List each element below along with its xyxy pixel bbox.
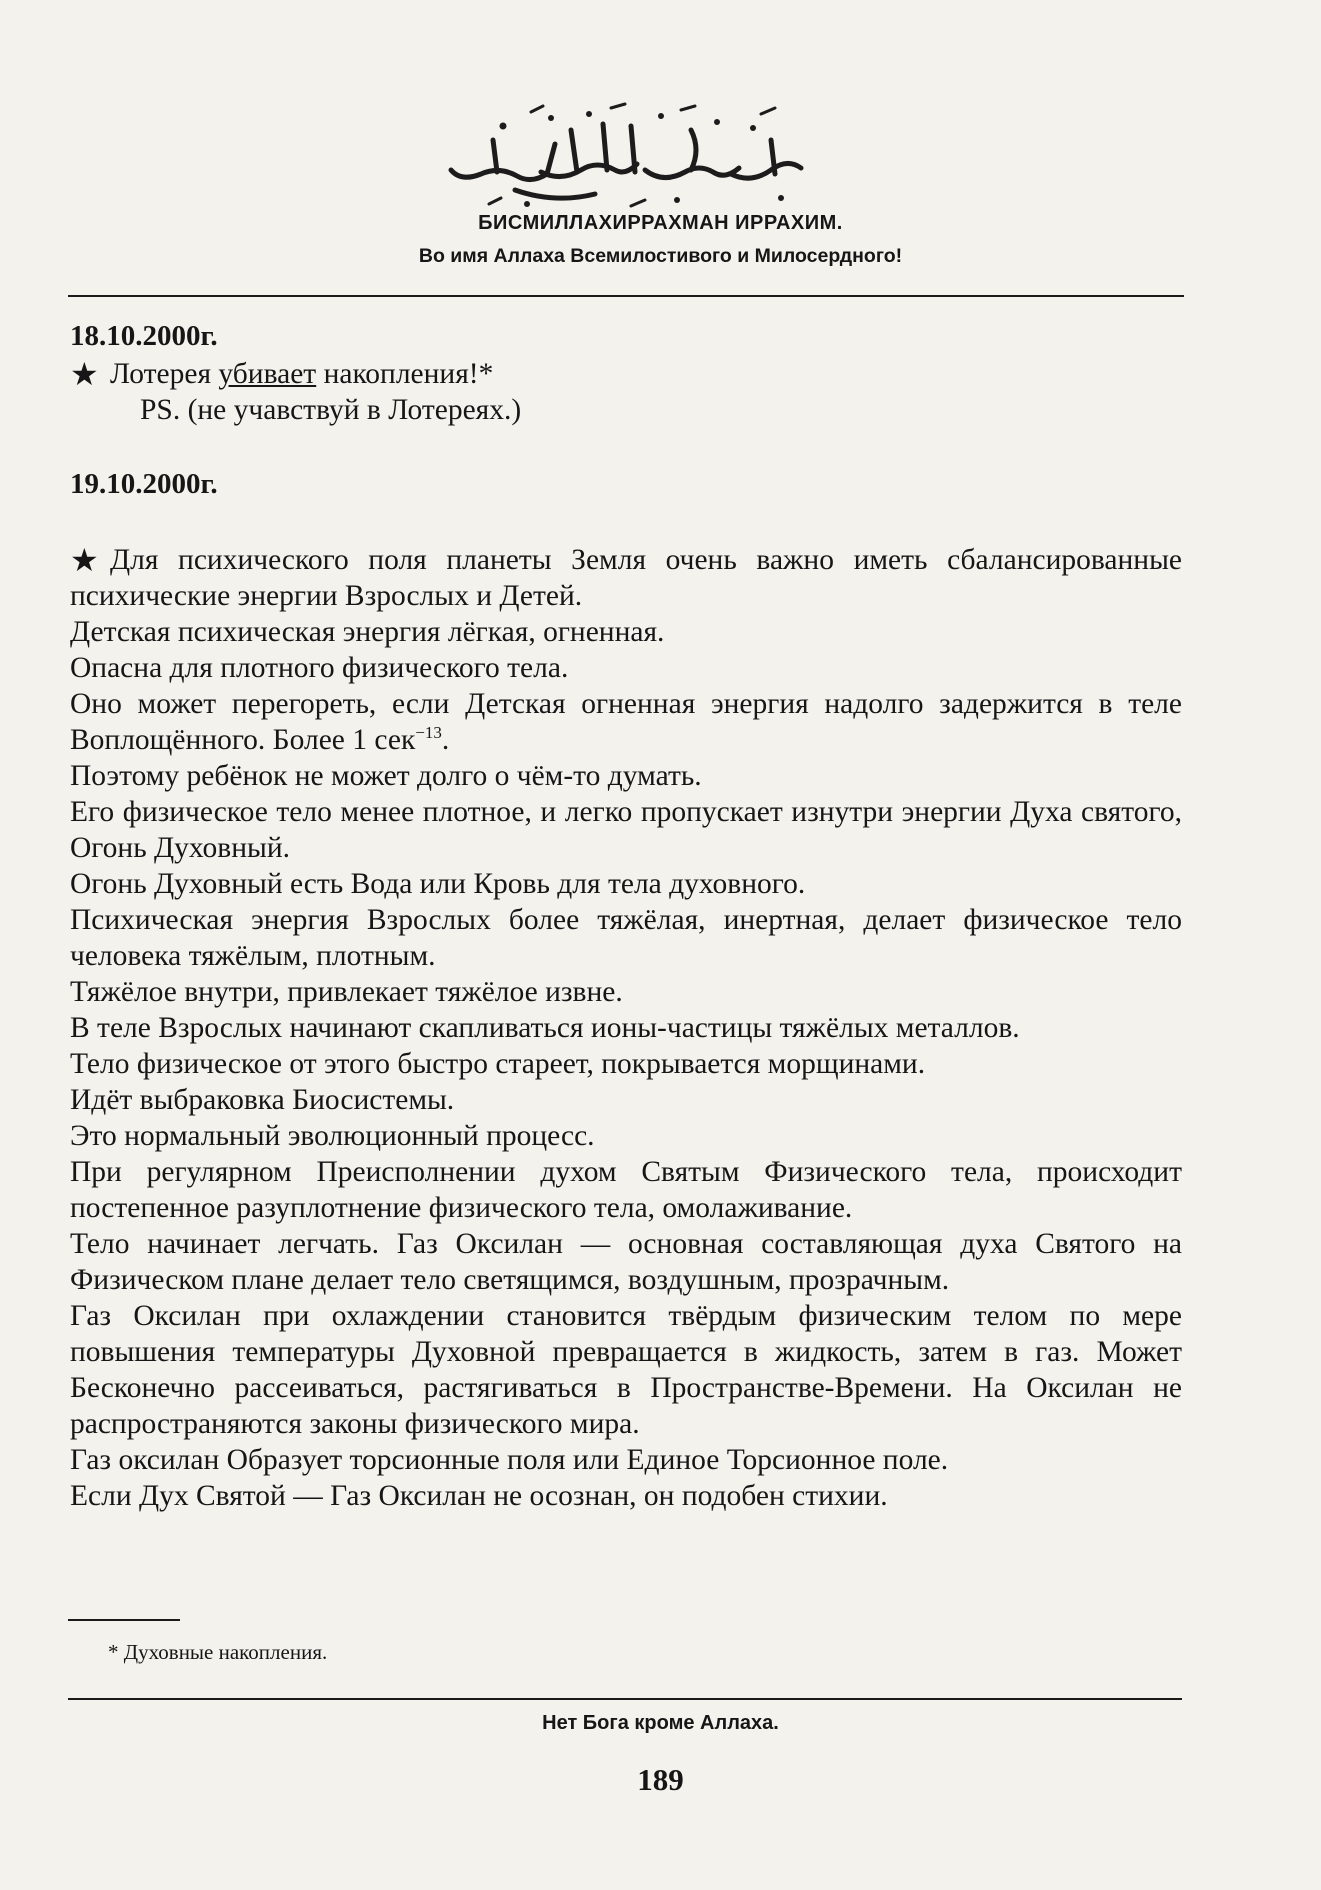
page-body (70, 318, 1182, 1514)
paragraph: Если Дух Святой — Газ Оксилан не осознан, он подобен стихии. (70, 1480, 888, 1512)
footnote-divider (68, 1619, 180, 1621)
exponent: −13 (415, 723, 442, 743)
postscript: PS. (не учавствуй в Лотереях.) (140, 394, 522, 426)
paragraph: Психическая энергия Взрослых более тяжёлая, инертная, делает физическое тело человека тяжёлым, плотным. (70, 904, 1182, 972)
paragraph: Тело физическое от этого быстро стареет, покрывается морщинами. (70, 1048, 926, 1080)
paragraph: Газ Оксилан при охлаждении становится твёрдым физическим телом по мере повышения температуры Духовной превращается в жидкость, затем в газ. Может Бесконечно рассеиваться, растягиваться в Пространстве-Времени. На Оксилан не распространяются законы физического мира. (70, 1300, 1182, 1440)
calligraphy-text: بِسْمِ اللَّهِ الرَّحْمَنِ الرَّحِيمِ (431, 100, 441, 101)
footer-text: Нет Бога кроме Аллаха. (542, 1712, 779, 1734)
entry-line: ★ Лотерея убивает накопления!* (70, 356, 494, 392)
paragraph: Опасна для плотного физического тела. (70, 652, 569, 684)
paragraph: ★ Для психического поля планеты Земля очень важно иметь сбалансированные психические энергии Взрослых и Детей. (70, 542, 1182, 612)
header-title: БИСМИЛЛАХИРРАХМАН ИРРАХИМ. (478, 212, 843, 234)
paragraph: Тяжёлое внутри, привлекает тяжёлое извне. (70, 976, 623, 1008)
bismillah-calligraphy (431, 100, 811, 215)
paragraph: Идёт выбраковка Биосистемы. (70, 1084, 455, 1116)
paragraph: В теле Взрослых начинают скапливаться ионы-частицы тяжёлых металлов. (70, 1012, 1020, 1044)
underlined-word: убивает (218, 358, 317, 390)
entry-paragraphs (70, 542, 1182, 1514)
paragraph: Оно может перегореть, если Детская огненная энергия надолго задержится в теле Воплощённого. Более 1 сек$^{-13}$. (70, 688, 1182, 756)
paragraph: Газ оксилан Образует торсионные поля или Единое Торсионное поле. (70, 1444, 949, 1476)
header-divider (68, 295, 1184, 297)
paragraph: Тело начинает легчать. Газ Оксилан — основная составляющая духа Святого на Физическом плане делает тело светящимся, воздушным, прозрачным. (70, 1228, 1182, 1296)
footer-divider (68, 1698, 1182, 1700)
paragraph: При регулярном Преисполнении духом Святым Физического тела, происходит постепенное разуплотнение физического тела, омолаживание. (70, 1156, 1182, 1224)
star-icon: ★ (70, 356, 99, 392)
header-subtitle: Во имя Аллаха Всемилостивого и Милосердного! (418, 245, 903, 267)
paragraph: Это нормальный эволюционный процесс. (70, 1120, 595, 1152)
paragraph: Детская психическая энергия лёгкая, огненная. (70, 616, 665, 648)
page-number: 189 (637, 1762, 684, 1797)
paragraph: Огонь Духовный есть Вода или Кровь для тела духовного. (70, 868, 806, 900)
star-icon: ★ (70, 542, 99, 578)
footnote: * Духовные накопления. (108, 1640, 328, 1664)
paragraph: Его физическое тело менее плотное, и легко пропускает изнутри энергии Духа святого, Огонь Духовный. (70, 796, 1182, 864)
entry-date: 18.10.2000г. (70, 320, 218, 352)
entry-date: 19.10.2000г. (70, 468, 218, 500)
paragraph: Поэтому ребёнок не может долго о чём-то думать. (70, 760, 702, 792)
